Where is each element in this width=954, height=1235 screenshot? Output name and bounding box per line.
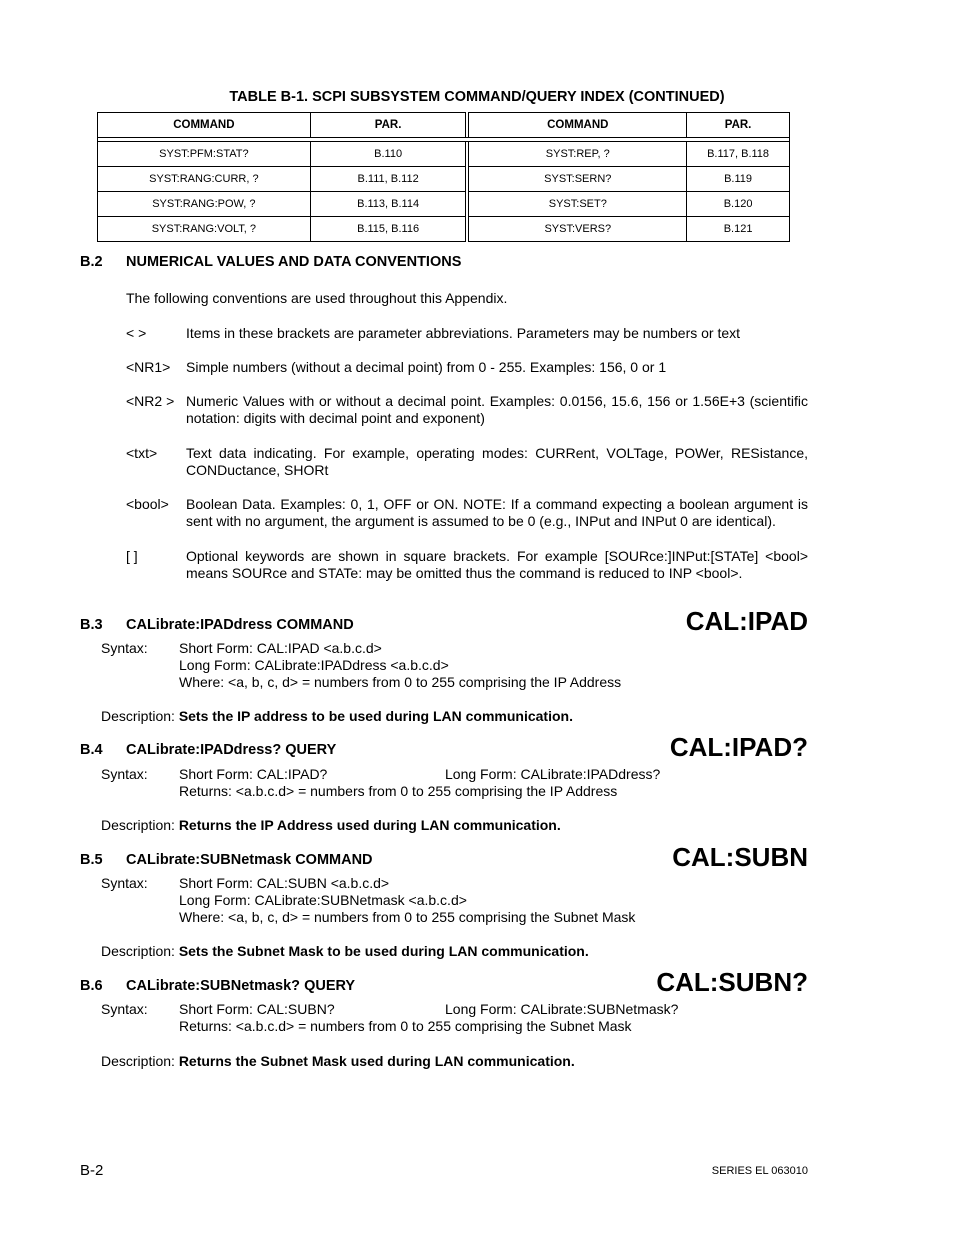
description: [101, 817, 561, 833]
syntax-returns: Returns: <a.b.c.d> = numbers from 0 to 255 comprising the IP Address: [179, 783, 618, 799]
description: [101, 1053, 575, 1069]
table-cell: B.120: [687, 192, 790, 217]
table-row: [98, 167, 790, 192]
convention-description: Optional keywords are shown in square brackets. For example [SOURce:]INPut:[STATe] <bool> means SOURce and STATe: may be omitted thus the command is reduced to INP <bool>.: [186, 548, 808, 581]
series-label: SERIES EL 063010: [711, 1165, 808, 1177]
convention-symbol: <NR1>: [126, 359, 171, 375]
table-row: [98, 217, 790, 242]
description-text: Returns the Subnet Mask used during LAN communication.: [178, 1053, 575, 1069]
table-cell: SYST:RANG:CURR, ?: [98, 167, 311, 192]
table-cell: B.121: [687, 217, 790, 242]
col-header-command: COMMAND: [469, 113, 687, 138]
table-cell: B.117, B.118: [687, 142, 790, 167]
description-label: Description:: [101, 943, 179, 959]
table-cell: SYST:VERS?: [469, 217, 687, 242]
section-heading: CALibrate:SUBNetmask? QUERY: [126, 978, 356, 994]
description-text: Sets the Subnet Mask to be used during LAN communication.: [178, 943, 589, 959]
section-number: B.6: [80, 978, 103, 994]
syntax-label: Syntax:: [101, 1001, 148, 1017]
table-cell: SYST:RANG:POW, ?: [98, 192, 311, 217]
description-label: Description:: [101, 1053, 179, 1069]
section-heading: CALibrate:IPADdress? QUERY: [126, 742, 337, 758]
col-header-par: PAR.: [310, 113, 466, 138]
convention-symbol: < >: [126, 325, 147, 341]
syntax-block: [179, 640, 621, 691]
section-number: B.4: [80, 742, 103, 758]
table-row: [98, 142, 790, 167]
syntax-long-form: Long Form: CALibrate:SUBNetmask?: [445, 1001, 679, 1017]
syntax-label: Syntax:: [101, 766, 148, 782]
convention-description: Numeric Values with or without a decimal point. Examples: 0.0156, 15.6, 156 or 1.56E+3 (scientific notation: digits with decimal point and exponent): [186, 393, 808, 426]
intro-paragraph: The following conventions are used throughout this Appendix.: [126, 290, 508, 306]
convention-description: Items in these brackets are parameter abbreviations. Parameters may be numbers or text: [186, 325, 741, 341]
syntax-block: [179, 875, 635, 926]
table-header-row: [98, 113, 790, 138]
convention-description: Text data indicating. For example, operating modes: CURRent, VOLTage, POWer, RESistance, CONDuctance, SHORt: [186, 445, 808, 478]
description-text: Sets the IP address to be used during LAN communication.: [178, 708, 573, 724]
syntax-returns: Returns: <a.b.c.d> = numbers from 0 to 255 comprising the Subnet Mask: [179, 1018, 632, 1034]
table-cell: B.111, B.112: [310, 167, 466, 192]
convention-description: Boolean Data. Examples: 0, 1, OFF or ON. NOTE: If a command expecting a boolean argument is sent with no argument, the argument is assumed to be 0 (e.g., INPut and INPut 0 are identical).: [186, 496, 808, 529]
description: [101, 708, 573, 724]
syntax-where: Where: <a, b, c, d> = numbers from 0 to 255 comprising the Subnet Mask: [179, 909, 636, 925]
table-cell: B.115, B.116: [310, 217, 466, 242]
table-cell: SYST:SET?: [469, 192, 687, 217]
table-cell: B.113, B.114: [310, 192, 466, 217]
page-number: B-2: [80, 1162, 104, 1179]
command-mnemonic: CAL:SUBN: [672, 842, 808, 872]
table-cell: B.110: [310, 142, 466, 167]
syntax-long-form: Long Form: CALibrate:SUBNetmask <a.b.c.d>: [179, 892, 467, 908]
command-index-table: [97, 112, 790, 242]
convention-symbol: [ ]: [126, 548, 138, 564]
syntax-short-form: Short Form: CAL:SUBN <a.b.c.d>: [179, 875, 390, 891]
col-header-command: COMMAND: [98, 113, 311, 138]
syntax-long-form: Long Form: CALibrate:IPADdress?: [445, 766, 661, 782]
table-cell: SYST:REP, ?: [469, 142, 687, 167]
description-label: Description:: [101, 708, 179, 724]
table-cell: SYST:PFM:STAT?: [98, 142, 311, 167]
description-text: Returns the IP Address used during LAN communication.: [178, 817, 561, 833]
convention-symbol: <NR2 >: [126, 393, 175, 409]
syntax-long-form: Long Form: CALibrate:IPADdress <a.b.c.d>: [179, 657, 449, 673]
table-title: TABLE B-1. SCPI SUBSYSTEM COMMAND/QUERY INDEX (CONTINUED): [229, 89, 725, 105]
table-cell: SYST:RANG:VOLT, ?: [98, 217, 311, 242]
syntax-short-form: Short Form: CAL:IPAD?: [179, 766, 328, 782]
command-mnemonic: CAL:SUBN?: [656, 967, 808, 997]
section-heading: CALibrate:SUBNetmask COMMAND: [126, 852, 373, 868]
syntax-short-form: Short Form: CAL:IPAD <a.b.c.d>: [179, 640, 382, 656]
syntax-short-form: Short Form: CAL:SUBN?: [179, 1001, 335, 1017]
syntax-label: Syntax:: [101, 640, 148, 656]
syntax-where: Where: <a, b, c, d> = numbers from 0 to 255 comprising the IP Address: [179, 674, 622, 690]
convention-symbol: <txt>: [126, 445, 158, 461]
command-mnemonic: CAL:IPAD: [685, 606, 808, 636]
section-heading: NUMERICAL VALUES AND DATA CONVENTIONS: [126, 254, 462, 270]
description-label: Description:: [101, 817, 179, 833]
table-row: [98, 192, 790, 217]
section-number: B.5: [80, 852, 103, 868]
table-cell: SYST:SERN?: [469, 167, 687, 192]
section-heading: CALibrate:IPADdress COMMAND: [126, 617, 354, 633]
col-header-par: PAR.: [687, 113, 790, 138]
convention-description: Simple numbers (without a decimal point) from 0 - 255. Examples: 156, 0 or 1: [186, 359, 667, 375]
table-cell: B.119: [687, 167, 790, 192]
syntax-label: Syntax:: [101, 875, 148, 891]
command-mnemonic: CAL:IPAD?: [669, 732, 808, 762]
section-number: B.3: [80, 617, 103, 633]
description: [101, 943, 589, 959]
section-number: B.2: [80, 254, 103, 270]
convention-symbol: <bool>: [126, 496, 169, 512]
